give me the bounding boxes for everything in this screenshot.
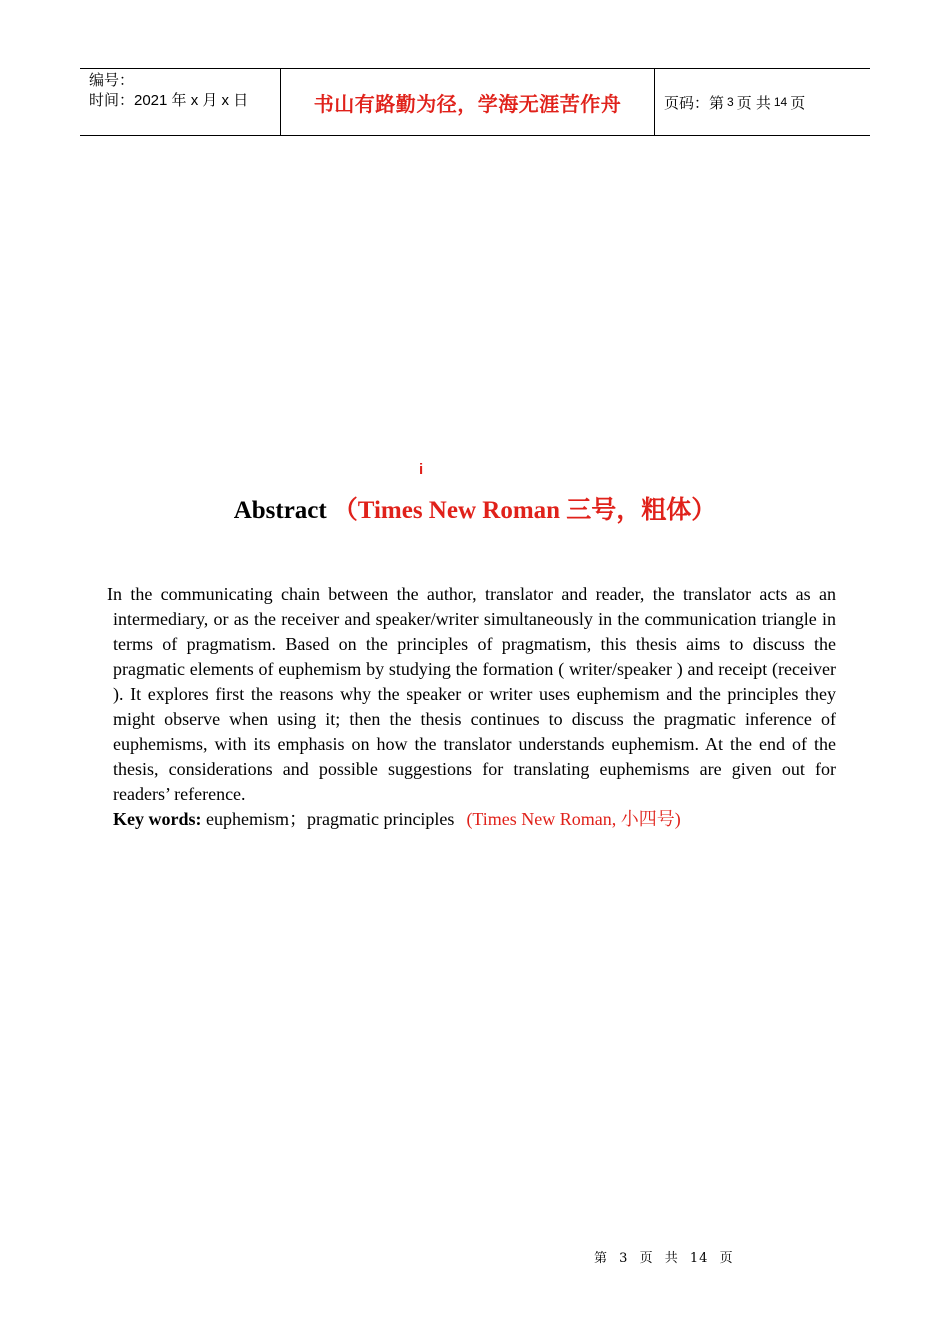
header-page-current: 3 bbox=[727, 95, 734, 109]
header-page-mid: 页 共 bbox=[736, 94, 771, 112]
footer-ye: 页 bbox=[639, 1251, 654, 1266]
header-motto: 书山有路勤为径，学海无涯苦作舟 bbox=[281, 69, 655, 135]
page-footer bbox=[594, 1247, 740, 1266]
abstract-heading-main: Abstract bbox=[233, 497, 327, 524]
header-page-prefix: 页码：第 bbox=[664, 94, 725, 112]
header-number-label: 编号： bbox=[89, 72, 135, 89]
footer-di: 第 bbox=[594, 1251, 609, 1266]
footer-ye-end: 页 bbox=[719, 1251, 734, 1266]
keywords-format-note: (Times New Roman, 小四号) bbox=[466, 809, 681, 829]
keywords-value: euphemism；pragmatic principles bbox=[201, 809, 455, 829]
abstract-heading-format-note: （Times New Roman 三号，粗体） bbox=[332, 497, 717, 524]
header-time-label: 时间：2021 年 x 月 x 日 bbox=[89, 92, 249, 109]
header-page-indicator bbox=[655, 69, 870, 135]
keywords-line bbox=[113, 807, 836, 832]
header-page-suffix: 页 bbox=[790, 94, 806, 112]
footer-gong: 共 bbox=[664, 1251, 679, 1266]
abstract-heading bbox=[0, 490, 950, 526]
page-header bbox=[80, 68, 870, 136]
keywords-label: Key words: bbox=[113, 809, 202, 829]
header-page-total: 14 bbox=[773, 95, 788, 109]
footer-total-pages: 14 bbox=[689, 1251, 709, 1266]
header-meta bbox=[80, 69, 281, 135]
footer-current-page: 3 bbox=[619, 1251, 629, 1266]
abstract-body: In the communicating chain between the author, translator and reader, the translator acts as an intermediary, or as the receiver and speaker/writer simultaneously in the communication triangle in terms of pragmatism. Based on the principles of pragmatism, this thesis aims to discuss the pragmatic elements of euphemism by studying the formation ( writer/speaker ) and receipt (receiver ). It explores first the reasons why the speaker or writer uses euphemism and the principles they might observe when using it; then the thesis continues to discuss the pragmatic inference of euphemisms, with its emphasis on how the translator understands euphemism. At the end of the thesis, considerations and possible suggestions for translating euphemisms are given out for readers’ reference. bbox=[107, 584, 836, 804]
roman-page-number: i bbox=[419, 461, 424, 478]
